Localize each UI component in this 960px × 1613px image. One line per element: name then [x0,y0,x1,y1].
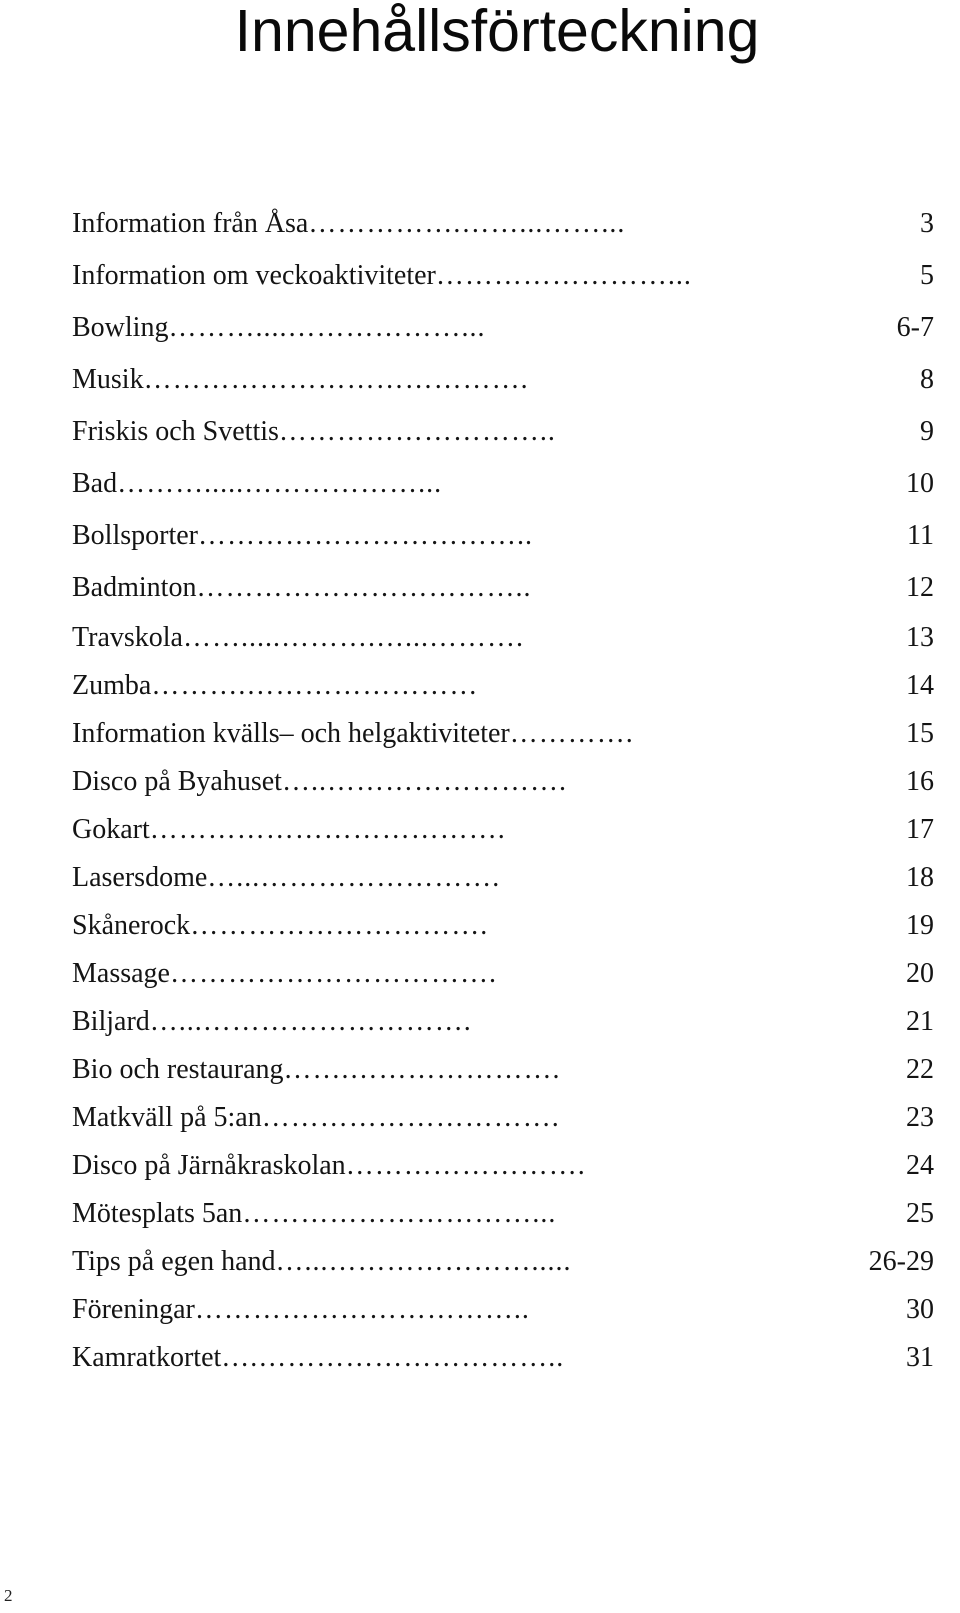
toc-entry [72,364,934,416]
toc-entry-title: Badminton [72,572,197,603]
toc-entry [72,814,934,862]
toc-entry-title: Kamratkortet [72,1342,222,1373]
toc-entry [72,1006,934,1054]
toc-dot-leader: …………………………. [261,1102,560,1133]
toc-entry-title: Bollsporter [72,520,198,551]
toc-entry [72,260,934,312]
toc-dot-leader: …...……………………. [207,862,501,893]
toc-dot-leader: …………………………….. [198,520,533,551]
toc-entry-page: 22 [906,1054,934,1085]
toc-entry-page: 26-29 [868,1246,934,1277]
toc-entry-page: 11 [907,520,934,551]
toc-entry-page: 24 [906,1150,934,1181]
toc-entry-page: 3 [920,208,934,239]
toc-entry-page: 31 [906,1342,934,1373]
toc-dot-leader: ……………………... [435,260,692,291]
toc-entry [72,520,934,572]
toc-entry-title: Lasersdome [72,862,208,893]
toc-dot-leader: ………………………………. [149,814,506,845]
toc-entry [72,1150,934,1198]
toc-entry [72,766,934,814]
toc-entry-page: 21 [906,1006,934,1037]
toc-entry-page: 15 [906,718,934,749]
toc-entry [72,468,934,520]
toc-dot-leader: …………………………….. [194,1294,530,1325]
toc-entry-page: 10 [906,468,934,499]
toc-entry-title: Matkväll på 5:an [72,1102,262,1133]
toc-entry-page: 20 [906,958,934,989]
toc-entry [72,1102,934,1150]
toc-dot-leader: ……………………. [345,1150,586,1181]
toc-entry-page: 23 [906,1102,934,1133]
toc-entry-page: 19 [906,910,934,941]
toc-dot-leader: ……………………………. [169,958,497,989]
toc-entry [72,910,934,958]
toc-entry-title: Musik [72,364,144,395]
toc-dot-leader: …………………………. [190,910,489,941]
toc-dot-leader: …………….……...……... [308,208,626,239]
toc-entry [72,572,934,622]
toc-entry-page: 6-7 [896,312,934,343]
toc-entry [72,1054,934,1102]
toc-dot-leader: …….…………………. [283,1054,561,1085]
page-title: Innehållsförteckning [234,0,760,64]
toc-dot-leader: …….....……….…...………. [182,622,524,653]
toc-dot-leader: ….………………………….. [221,1342,565,1373]
toc-entry-title: Tips på egen hand [72,1246,276,1277]
toc-entry-page: 25 [906,1198,934,1229]
toc-entry [72,1198,934,1246]
toc-entry-page: 13 [906,622,934,653]
toc-entry [72,1342,934,1390]
toc-entry-page: 12 [906,572,934,603]
toc-entry-title: Gokart [72,814,150,845]
toc-entry-title: Travskola [72,622,183,653]
toc-entry-title: Biljard [72,1006,150,1037]
toc-entry-title: Disco på Järnåkraskolan [72,1150,346,1181]
toc-entry-title: Bio och restaurang [72,1054,284,1085]
toc-entry-page: 5 [920,260,934,291]
toc-entry-title: Bowling [72,312,169,343]
toc-entry-page: 14 [906,670,934,701]
toc-entry-title: Mötesplats 5an [72,1198,243,1229]
toc-dot-leader: …………………………... [242,1198,557,1229]
toc-entry [72,718,934,766]
toc-dot-leader: ……….....………………... [117,468,443,499]
toc-entry [72,312,934,364]
toc-dot-leader: …...…………………..... [275,1246,572,1277]
toc-entry-title: Information om veckoaktiviteter [72,260,436,291]
toc-entry-page: 18 [906,862,934,893]
toc-entry [72,622,934,670]
toc-entry-title: Skånerock [72,910,191,941]
toc-entry [72,1294,934,1342]
table-of-contents [72,208,934,1390]
toc-entry-page: 9 [920,416,934,447]
toc-entry [72,208,934,260]
page-number: 2 [4,1586,13,1605]
toc-dot-leader: …………………………….. [196,572,532,603]
toc-dot-leader: …………. [509,718,634,749]
toc-entry-title: Friskis och Svettis [72,416,279,447]
toc-dot-leader: …...………………………. [149,1006,472,1037]
toc-entry [72,958,934,1006]
toc-entry-title: Information från Åsa [72,208,309,239]
toc-dot-leader: …..……………………. [281,766,567,797]
toc-entry-title: Massage [72,958,170,989]
toc-entry-title: Bad [72,468,118,499]
toc-entry-title: Föreningar [72,1294,195,1325]
toc-entry-page: 17 [906,814,934,845]
toc-entry-title: Zumba [72,670,152,701]
toc-entry [72,416,934,468]
toc-entry-page: 30 [906,1294,934,1325]
toc-dot-leader: …………………………………. [143,364,529,395]
toc-entry [72,862,934,910]
toc-entry [72,670,934,718]
toc-entry-page: 8 [920,364,934,395]
toc-dot-leader: ……………………….. [278,416,556,447]
toc-entry-title: Information kvälls– och helgaktiviteter [72,718,510,749]
toc-entry-title: Disco på Byahuset [72,766,282,797]
toc-entry [72,1246,934,1294]
toc-dot-leader: ……….…………………… [151,670,479,701]
toc-entry-page: 16 [906,766,934,797]
toc-dot-leader: ………....………………... [168,312,486,343]
